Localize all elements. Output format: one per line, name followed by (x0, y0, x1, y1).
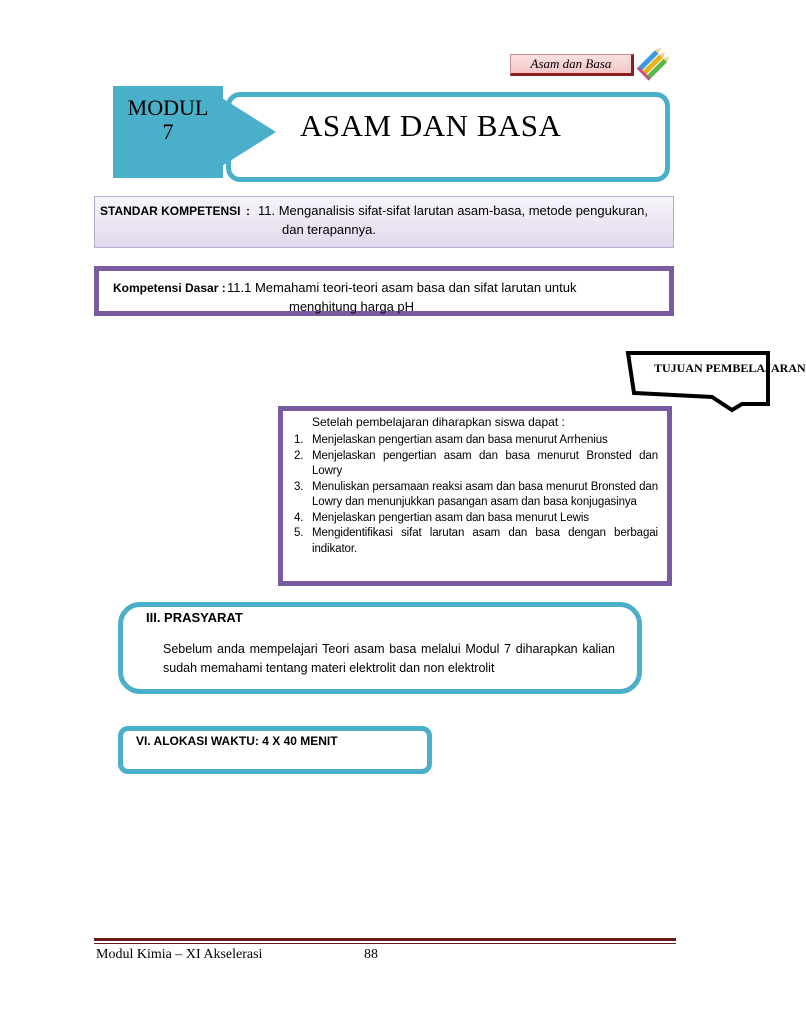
footer-title: Modul Kimia – XI Akselerasi (96, 947, 263, 962)
alokasi-waktu: VI. ALOKASI WAKTU: 4 X 40 MENIT (136, 734, 338, 748)
item-text: Menjelaskan pengertian asam dan basa menurut Lewis (312, 511, 589, 524)
list-item (290, 511, 658, 527)
module-digit: 7 (162, 119, 174, 144)
item-number: 4. (294, 511, 304, 524)
header-tag (510, 54, 634, 76)
standar-kompetensi-label: STANDAR KOMPETENSI (100, 204, 241, 218)
header-tag-label: Asam dan Basa (530, 56, 612, 71)
standar-kompetensi-colon: : (246, 204, 250, 218)
tujuan-list (290, 433, 658, 557)
tujuan-banner (624, 350, 768, 410)
item-text: Menjelaskan pengertian asam dan basa menurut Arrhenius (312, 434, 608, 446)
item-number: 1. (294, 434, 304, 446)
kompetensi-dasar-label: Kompetensi Dasar : (113, 281, 226, 295)
prasyarat-body: Sebelum anda mempelajari Teori asam basa melalui Modul 7 diharapkan kalian sudah memahami tentang materi elektrolit dan non elektrolit (163, 642, 615, 675)
item-number: 5. (294, 527, 304, 539)
list-item (290, 433, 658, 449)
item-number: 3. (294, 480, 304, 493)
kompetensi-dasar-box (94, 266, 674, 316)
footer-rule-thin (94, 943, 676, 944)
module-number (113, 96, 223, 144)
footer-rule (94, 938, 676, 941)
item-text: Mengidentifikasi sifat larutan asam dan basa dengan berbagai indikator. (312, 527, 658, 555)
item-text: Menjelaskan pengertian asam dan basa menurut Bronsted dan Lowry (312, 449, 658, 477)
tujuan-label: TUJUAN PEMBELAJARAN (654, 361, 806, 375)
page-number: 88 (364, 947, 378, 962)
list-item (290, 480, 658, 511)
module-label: MODUL (127, 95, 209, 120)
tujuan-intro: Setelah pembelajaran diharapkan siswa dapat : (312, 415, 565, 429)
standar-kompetensi-text-2: dan terapannya. (282, 222, 376, 237)
kompetensi-dasar-text-1: 11.1 Memahami teori-teori asam basa dan sifat larutan untuk (227, 280, 577, 295)
list-item (290, 449, 658, 480)
kompetensi-dasar-text-2: menghitung harga pH (289, 299, 415, 314)
prasyarat-title: III. PRASYARAT (146, 610, 243, 625)
item-number: 2. (294, 449, 304, 462)
item-text: Menuliskan persamaan reaksi asam dan basa menurut Bronsted dan Lowry dan menunjukkan pasangan asam dan basa konjugasinya (312, 480, 658, 508)
pencils-icon (636, 44, 674, 82)
page-title: ASAM DAN BASA (300, 108, 562, 143)
standar-kompetensi-text-1: 11. Menganalisis sifat-sifat larutan asam-basa, metode pengukuran, (258, 203, 648, 218)
list-item (290, 526, 658, 557)
